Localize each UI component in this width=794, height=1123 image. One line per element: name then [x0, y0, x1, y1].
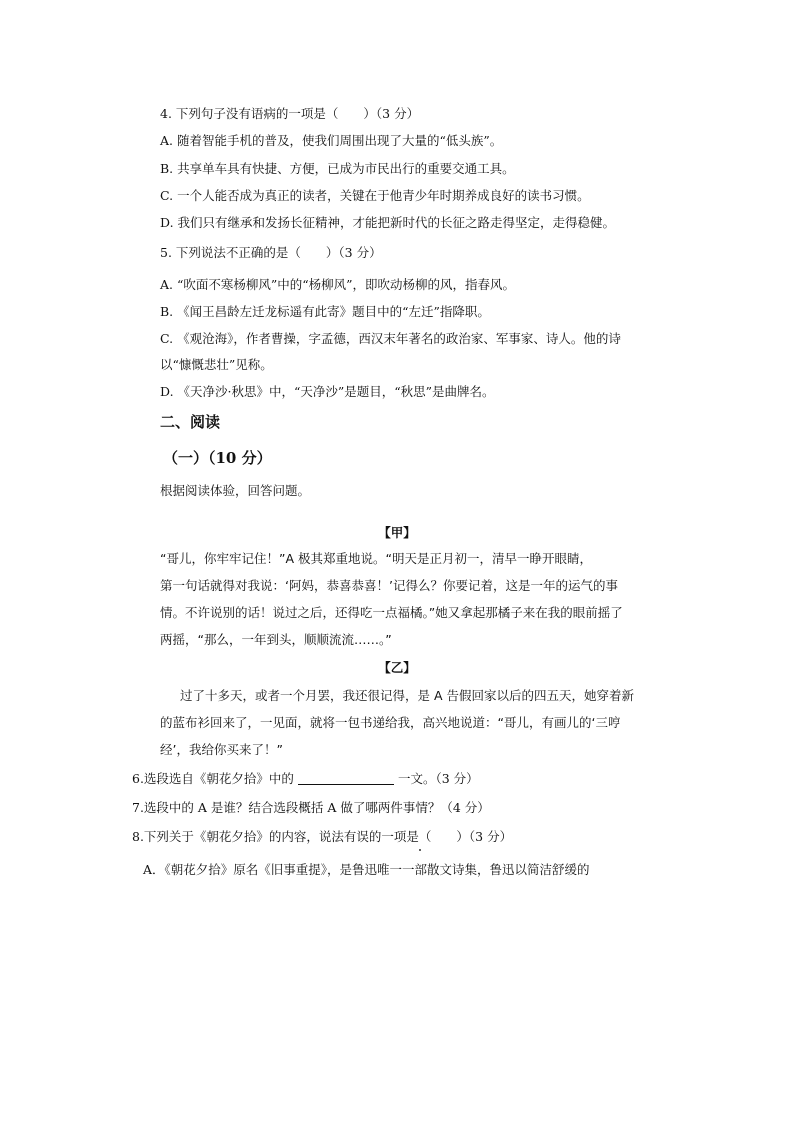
- passage-jia-line: 两摇，“那么，一年到头，顺顺流流……。”: [160, 632, 392, 647]
- q6-text-before: 6.选段选自《朝花夕拾》中的: [132, 771, 294, 786]
- passage-yi-line: 经’，我给你买来了！”: [160, 742, 283, 757]
- q5-option-c-line2: 以“慷慨悲壮”见称。: [160, 357, 273, 372]
- q6-text-after: 一文。（3 分）: [397, 771, 479, 786]
- q8-stem: 8.下列关于《朝花夕拾》的内容，说法有误的一项是（ ）（3 分）: [132, 829, 513, 844]
- q4-option-a: A. 随着智能手机的普及，使我们周围出现了大量的“低头族”。: [160, 133, 503, 148]
- q5-option-b: B. 《闻王昌龄左迁龙标遥有此寄》题目中的“左迁”指降职。: [160, 304, 490, 319]
- q5-option-c-line1: C. 《观沧海》，作者曹操，字孟德，西汉末年著名的政治家、军事家、诗人。他的诗: [160, 331, 621, 346]
- stray-dot-mark: [419, 849, 421, 851]
- passage-jia-label: 【甲】: [378, 525, 416, 540]
- passage-yi-line: 的蓝布衫回来了，一见面，就将一包书递给我，高兴地说道：“哥儿，有画儿的‘三哼: [160, 715, 621, 730]
- q5-stem: 5. 下列说法不正确的是（ ）（3 分）: [160, 245, 382, 260]
- q4-stem: 4. 下列句子没有语病的一项是（ ）（3 分）: [160, 106, 420, 121]
- q4-option-b: B. 共享单车具有快捷、方便，已成为市民出行的重要交通工具。: [160, 161, 515, 176]
- q6-question: [132, 771, 479, 787]
- passage-jia-line: 第一句话就得对我说：‘阿妈，恭喜恭喜！’记得么？你要记着，这是一年的运气的事: [160, 578, 618, 593]
- section-part-title: （一）（10 分）: [163, 449, 272, 467]
- answer-blank[interactable]: [298, 772, 394, 785]
- q5-option-a: A. “吹面不寒杨柳风”中的“杨柳风”，即吹动杨柳的风，指春风。: [160, 277, 516, 292]
- passage-jia-line: 情。不许说别的话！说过之后，还得吃一点福橘。”她又拿起那橘子来在我的眼前摇了: [160, 605, 623, 620]
- passage-yi-label: 【乙】: [378, 660, 416, 675]
- q8-option-a: A．《朝花夕拾》原名《旧事重提》，是鲁迅唯一一部散文诗集，鲁迅以简洁舒缓的: [143, 862, 590, 877]
- section-title: 二、阅读: [160, 413, 221, 431]
- passage-jia-line: “哥儿，你牢牢记住！”A 极其郑重地说。“明天是正月初一，清早一睁开眼睛，: [160, 551, 592, 566]
- q4-option-c: C. 一个人能否成为真正的读者，关键在于他青少年时期养成良好的读书习惯。: [160, 188, 590, 203]
- passage-yi-line: 过了十多天，或者一个月罢，我还很记得，是 A 告假回家以后的四五天，她穿着新: [180, 688, 634, 703]
- q5-option-d: D. 《天净沙·秋思》中，“天净沙”是题目，“秋思”是曲牌名。: [160, 384, 495, 399]
- q7-question: 7.选段中的 A 是谁？结合选段概括 A 做了哪两件事情？（4 分）: [132, 800, 490, 815]
- q4-option-d: D. 我们只有继承和发扬长征精神，才能把新时代的长征之路走得坚定，走得稳健。: [160, 215, 616, 230]
- reading-instruction: 根据阅读体验，回答问题。: [160, 483, 311, 498]
